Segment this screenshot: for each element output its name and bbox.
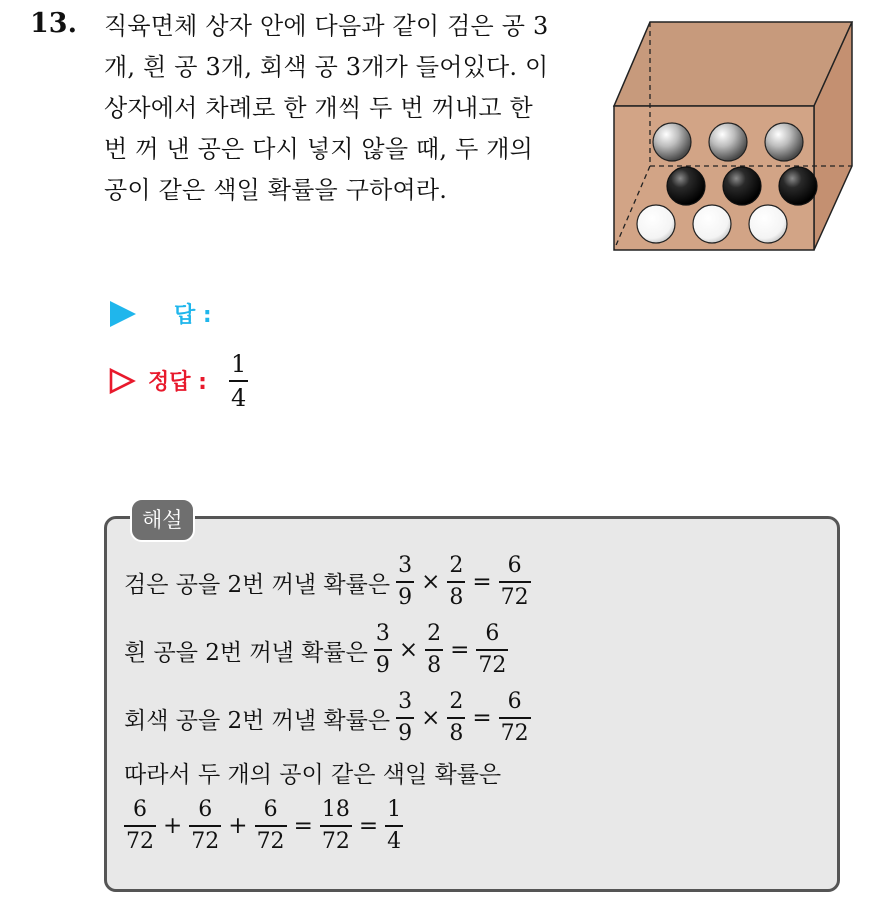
correct-answer-label: 정답 : [148,370,207,396]
black-ball [667,167,705,205]
black-ball [723,167,761,205]
question-line: 상자에서 차례로 한 개씩 두 번 꺼내고 한 [104,94,533,122]
correct-answer-row [108,352,248,410]
solution-line: 회색 공을 2번 꺼낼 확률은 $\frac{3}{9}$ × $\frac{2}{8}$ = $\frac{6}{72}$ [124,689,529,746]
outline-arrow-icon [108,367,136,395]
solution-line: 흰 공을 2번 꺼낼 확률은 $\frac{3}{9}$ × $\frac{2}{8}$ = $\frac{6}{72}$ [124,621,507,678]
gray-ball [765,123,803,161]
question-line: 직육면체 상자 안에 다음과 같이 검은 공 3 [104,12,549,40]
question-text [104,6,594,211]
solution-tag: 해설 [130,498,195,542]
solution-lines [124,548,531,860]
question-line: 개, 흰 공 3개, 회색 공 3개가 들어있다. 이 [104,53,549,81]
question-number: 13. [30,8,77,39]
question-line: 공이 같은 색일 확률을 구하여라. [104,176,448,204]
box-with-balls-figure [612,20,862,256]
gray-ball [709,123,747,161]
gray-ball [653,123,691,161]
white-ball [637,205,675,243]
solution-conclusion: 따라서 두 개의 공이 같은 색일 확률은 [124,761,502,788]
answer-row [110,298,212,329]
question-line: 번 꺼 낸 공은 다시 넣지 않을 때, 두 개의 [104,135,534,163]
answer-label: 답 : [174,303,212,328]
correct-answer-fraction: $\frac{1}{4}$ [230,350,247,412]
play-arrow-icon [110,301,136,327]
solution-sum: $\frac{6}{72}$ + $\frac{6}{72}$ + $\frac{6}{72}$ = $\frac{18}{72}$ = $\frac{1}{4}$ [126,797,402,854]
white-ball [749,205,787,243]
white-ball [693,205,731,243]
black-ball [779,167,817,205]
solution-line: 검은 공을 2번 꺼낼 확률은 $\frac{3}{9}$ × $\frac{2}{8}$ = $\frac{6}{72}$ [124,553,529,610]
